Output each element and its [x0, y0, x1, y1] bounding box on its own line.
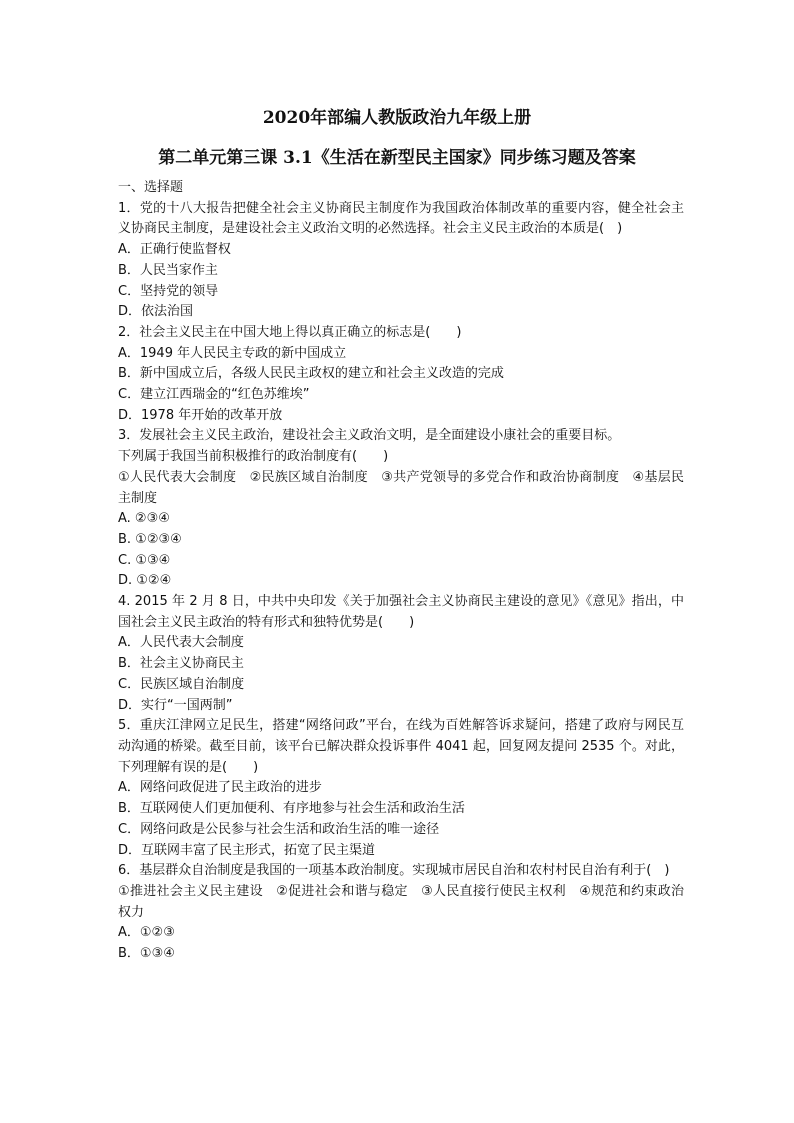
question-4-option-d: D．实行“一国两制” [118, 697, 233, 713]
question-4-option-a: A．人民代表大会制度 [118, 635, 244, 651]
question-3-option-a: A. ②③④ [118, 511, 170, 527]
question-4-stem: 4. 2015 年 2 月 8 日，中共中央印发《关于加强社会主义协商民主建设的意见》《意见》指出，中国社会主义民主政治的特有形式和独特优势是( ) [118, 594, 684, 630]
question-2-option-a: A．1949 年人民民主专政的新中国成立 [118, 345, 347, 361]
question-1-option-a: A．正确行使监督权 [118, 242, 231, 258]
question-5-stem: 5．重庆江津网立足民生，搭建“网络问政”平台，在线为百姓解答诉求疑问，搭建了政府与网民互动沟通的桥梁。截至目前，该平台已解决群众投诉事件 4041 起，回复网友提问 2535 个。对此，下列理解有误的是( ) [118, 718, 684, 775]
question-2-option-c: C．建立江西瑞金的“红色苏维埃” [118, 387, 310, 403]
question-6-items: ①推进社会主义民主建设 ②促进社会和谐与稳定 ③人民直接行使民主权利 ④规范和约束政治权力 [118, 883, 684, 920]
question-6-option-b: B．①③④ [118, 946, 175, 962]
question-1-option-d: D．依法治国 [118, 304, 194, 320]
question-3-option-b: B. ①②③④ [118, 531, 182, 547]
question-6-stem: 6．基层群众自治制度是我国的一项基本政治制度。实现城市居民自治和农村村民自治有利于( ) [118, 863, 670, 879]
question-2-option-b: B．新中国成立后，各级人民民主政权的建立和社会主义改造的完成 [118, 366, 504, 382]
document-subtitle: 第二单元第三课 3.1《生活在新型民主国家》同步练习题及答案 [158, 148, 636, 168]
question-6-option-a: A．①②③ [118, 925, 175, 941]
document-body [118, 178, 684, 965]
question-5-option-c: C．网络问政是公民参与社会生活和政治生活的唯一途径 [118, 821, 440, 837]
question-1-stem: 1．党的十八大报告把健全社会主义协商民主制度作为我国政治体制改革的重要内容，健全社会主义协商民主制度，是建设社会主义政治文明的必然选择。社会主义民主政治的本质是( ) [118, 200, 684, 237]
question-2-option-d: D．1978 年开始的改革开放 [118, 407, 283, 423]
question-3-items: ①人民代表大会制度 ②民族区域自治制度 ③共产党领导的多党合作和政治协商制度 ④基层民主制度 [118, 469, 684, 506]
question-5-option-a: A．网络问政促进了民主政治的进步 [118, 780, 322, 796]
question-4-option-b: B．社会主义协商民主 [118, 656, 244, 672]
question-3-stem: 3．发展社会主义民主政治，建设社会主义政治文明，是全面建设小康社会的重要目标。 [118, 428, 621, 444]
question-2-stem: 2．社会主义民主在中国大地上得以真正确立的标志是( ) [118, 324, 462, 340]
question-3-option-c: C. ①③④ [118, 552, 171, 568]
question-1-option-b: B．人民当家作主 [118, 262, 218, 278]
document-title: 2020年部编人教版政治九年级上册 [262, 108, 532, 128]
question-3-option-d: D. ①②④ [118, 573, 172, 589]
question-3-stem-continued: 下列属于我国当前积极推行的政治制度有( ) [118, 449, 389, 465]
question-4-option-c: C．民族区域自治制度 [118, 676, 245, 692]
question-1-option-c: C．坚持党的领导 [118, 283, 219, 299]
question-5-option-b: B．互联网使人们更加便利、有序地参与社会生活和政治生活 [118, 801, 465, 817]
section-heading: 一、选择题 [118, 180, 184, 195]
question-5-option-d: D．互联网丰富了民主形式，拓宽了民主渠道 [118, 842, 376, 858]
